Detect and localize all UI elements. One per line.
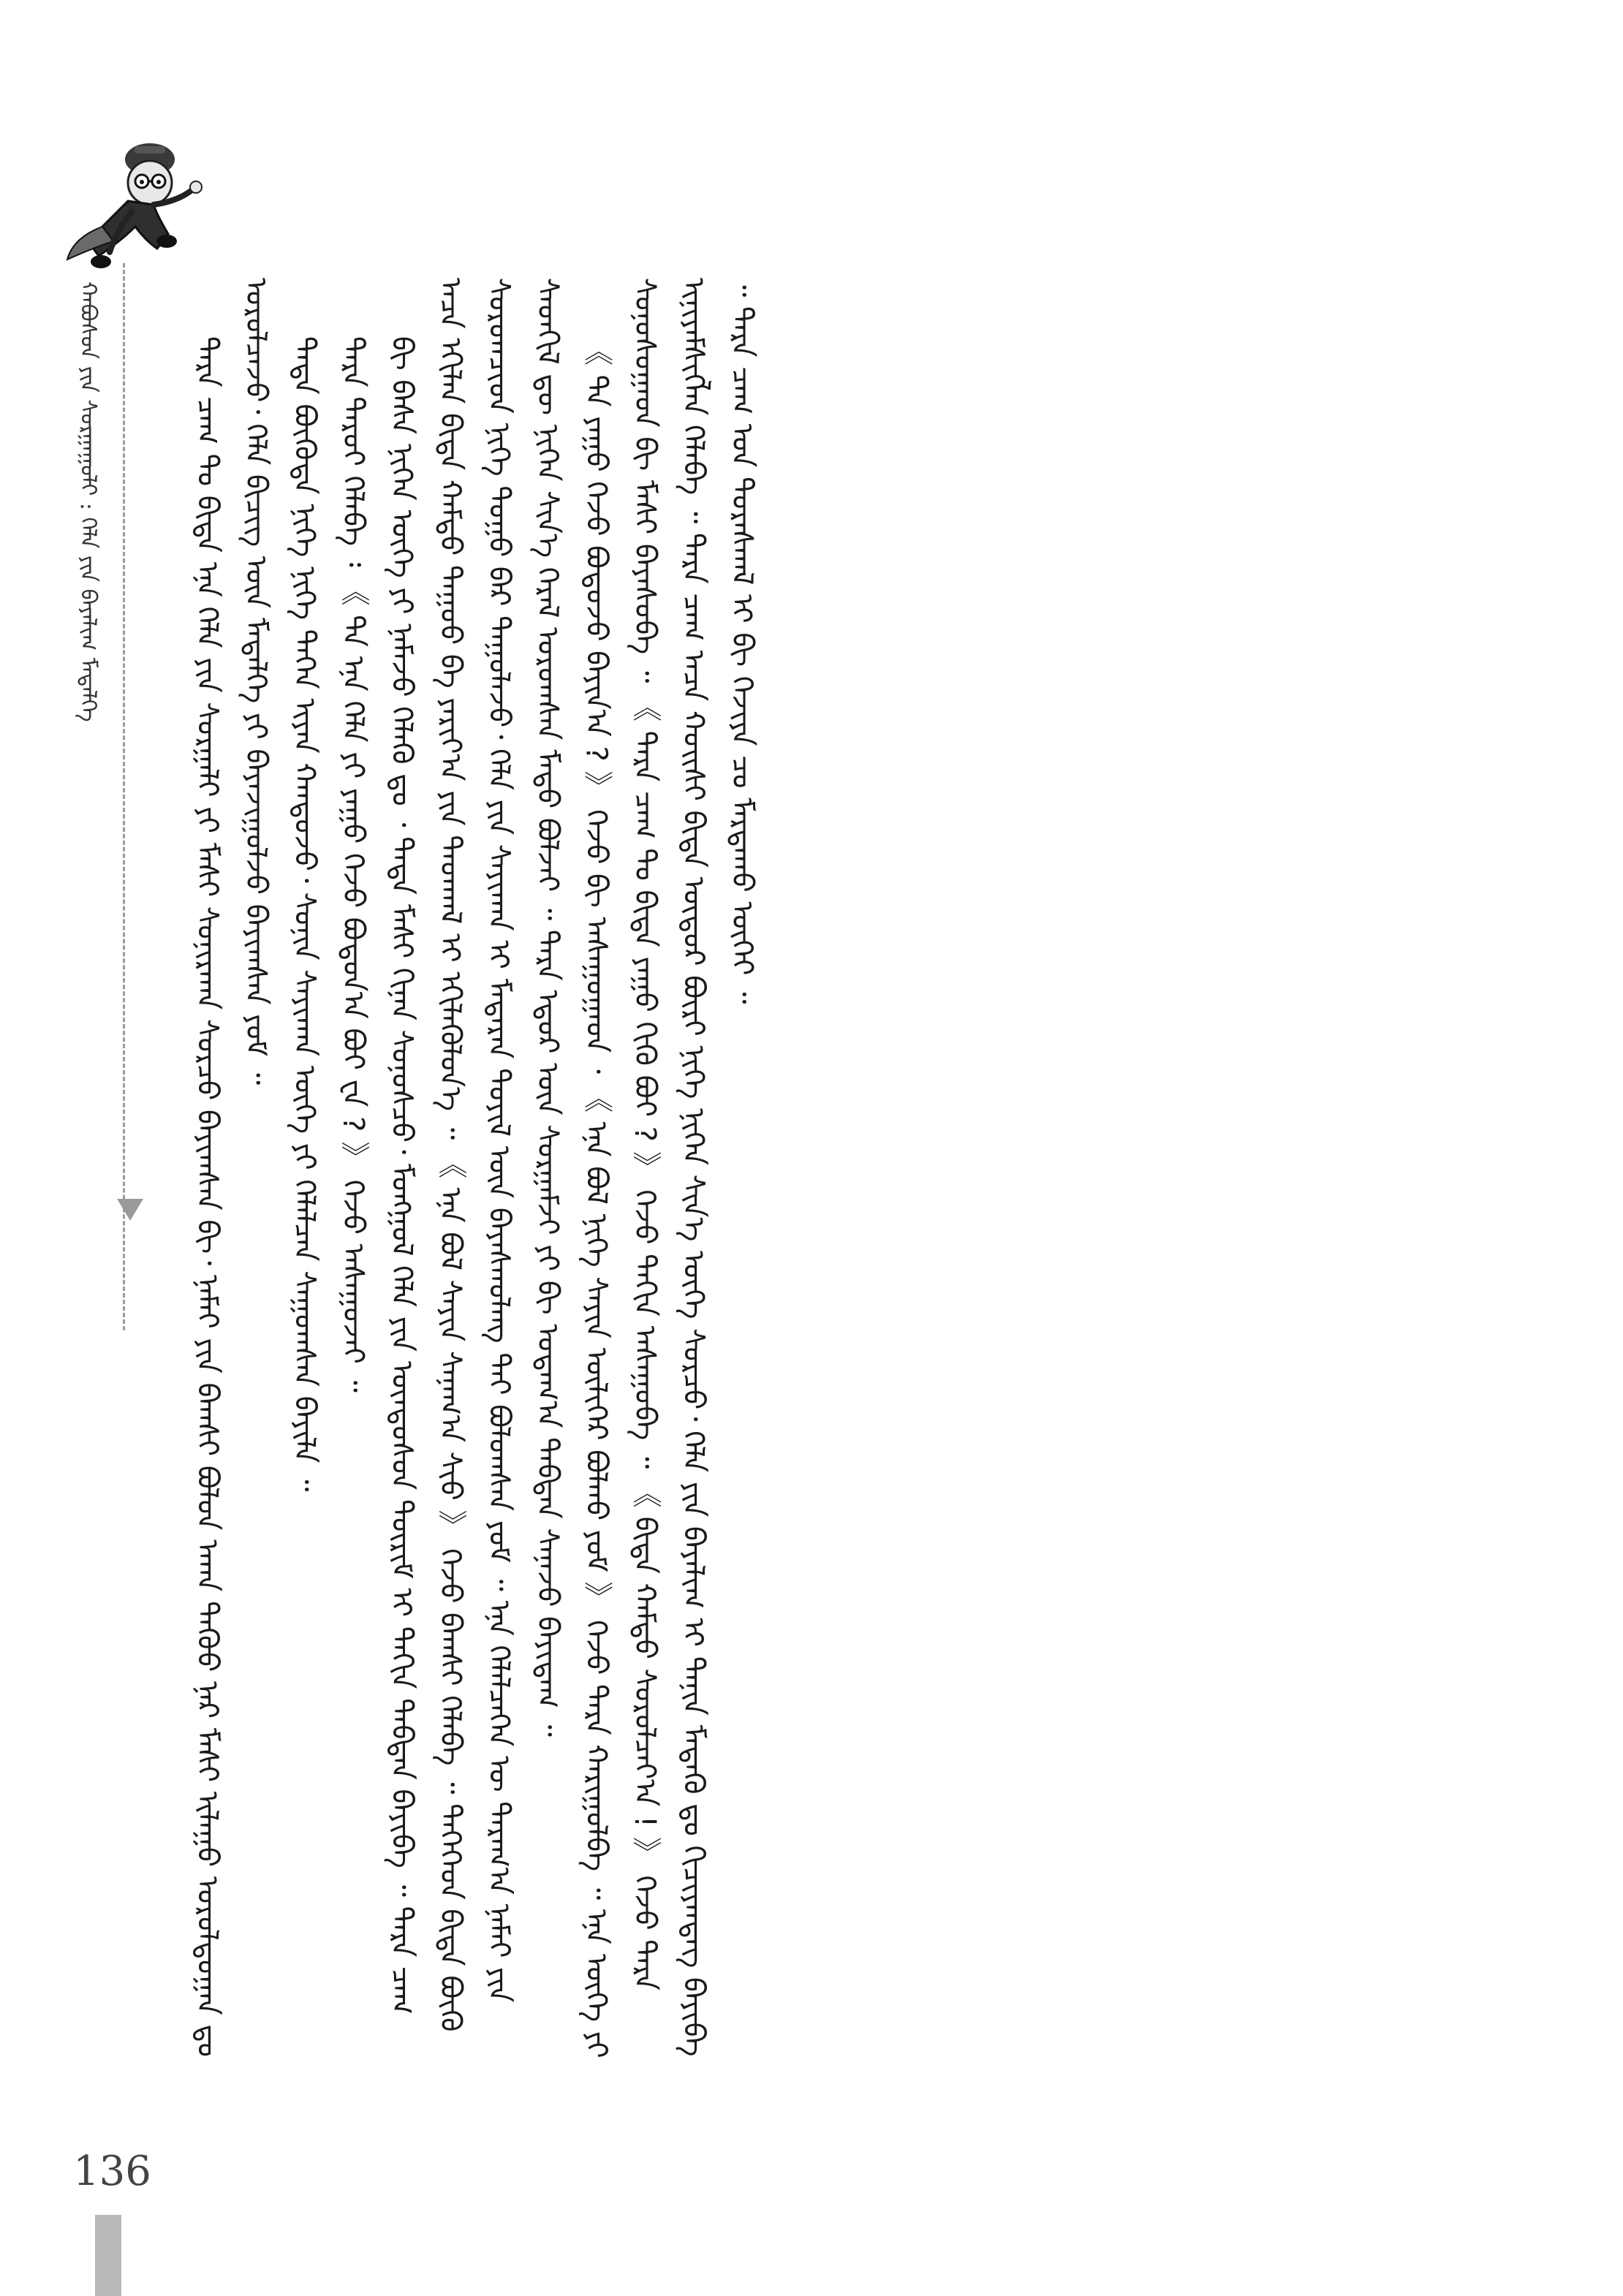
triangle-marker-icon	[117, 1199, 143, 1221]
page-edge-bar	[95, 2215, 121, 2296]
paragraph-3: ᠲᠡᠷᠡ ᠳᠠᠷᠤᠢ ᠬᠡᠯᠡᠪᠡ ᠄ 《 ᠲᠠ ᠡᠨᠡ ᠬᠡᠯᠡ ᠶᠢ ᠶᠠᠭᠤ ᠭᠡᠵᠦ ᠪᠣᠳᠣᠨ᠎ᠠ ᠪᠤᠢ ᠸᠡ ? 》 ᠭᠡᠵᠦ ᠠᠰᠠᠭᠤᠵᠠᠢ ᠃	[336, 336, 370, 1393]
page-number: 136	[73, 2148, 151, 2195]
main-text-body	[183, 278, 1426, 2061]
running-head-title: ᠬᠠᠪᠤᠰᠤᠨ ᠶᠢᠨ ᠰᠤᠷᠭᠠᠭᠤᠯᠢ : ᠬᠡᠯᠡ ᠶᠢᠨ ᠪᠠᠶᠠᠯᠢᠭ ᠮᠡᠳᠡᠯᠭᠡ	[75, 281, 101, 722]
paragraph-1: ᠲᠡᠷᠡ ᠴᠠᠭ ᠲᠤ ᠪᠢᠳᠡ ᠡᠨᠡ ᠬᠡᠯᠡ ᠶᠢᠨ ᠰᠤᠷᠭᠠᠯᠢ ᠶᠢ ᠮᠠᠰᠢ ᠰᠤᠨᠢᠷᠬᠠᠨ ᠰᠤᠷᠴᠤ ᠪᠠᠶᠢᠭᠰᠠᠨ ᠪᠢ᠂ ᠨᠠᠮᠠᠢ ᠶᠢᠨ ᠪᠠᠭᠰᠢ ᠪᠣᠯᠣᠨ ᠠᠬᠠ ᠳᠡᠭᠦᠦ ᠨᠠᠷ ᠮᠠᠰᠢ ᠢᠯᠠᠭᠤ ᠤᠷᠤᠯᠳᠤᠭᠠᠨ ᠳᠤ ᠣᠷᠤᠯᠴᠠᠵᠤ᠂ ᠬᠡᠯᠡ ᠪᠢᠴᠢᠭ ᠦᠨ ᠮᠡᠳᠡᠯᠭᠡ ᠶᠢ ᠪᠠᠶᠠᠵᠢᠭᠤᠯᠵᠤ ᠪᠠᠶᠢᠭᠰᠠᠨ ᠶᠤᠮ ᠃	[190, 278, 273, 2058]
paragraph-2: ᠲᠡᠳᠡ ᠪᠦᠭᠦᠳᠡ ᠨᠢᠭᠡ ᠨᠢᠭᠡ ᠳᠡᠭᠡᠨ ᠢᠶᠡᠨ ᠬᠠᠨᠳᠤᠵᠤ᠂ ᠰᠣᠨᠢᠨ ᠰᠠᠶᠢᠬᠠᠨ ᠦᠭᠡ ᠶᠢ ᠬᠡᠯᠡᠯᠴᠡᠨ ᠰᠠᠭᠤᠭᠰᠠᠨ ᠪᠠᠶᠢᠯᠠ ᠃	[287, 336, 322, 1492]
header-dashed-rule	[123, 263, 125, 1330]
paragraph-5: 《 ᠲᠠ ᠶᠠᠭᠤ ᠭᠡᠵᠦ ᠪᠣᠳᠣᠵᠤ ᠪᠠᠶᠢᠨ᠎ᠠ ? 》 ᠭᠡᠵᠦ ᠪᠢ ᠠᠰᠠᠭᠤᠭᠠᠳ ᠂ 《 ᠡᠨᠡ ᠪᠣᠯ ᠨᠢᠭᠡ ᠰᠠᠶᠢᠨ ᠦᠯᠢᠭᠡᠷ ᠪᠣᠯᠬᠤ ᠶᠤᠮ 》 ᠭᠡᠵᠦ ᠲᠡᠷᠡ ᠬᠠᠷᠢᠭᠤᠯᠪᠠ ᠃ ᠡᠨᠡ ᠦᠭᠡ ᠶᠢ ᠰᠣᠨᠣᠰᠤᠭᠠᠳ ᠪᠢ ᠮᠠᠰᠢ ᠪᠠᠶᠠᠰᠤᠪᠠ ᠃ 《 ᠲᠡᠷᠡ ᠴᠠᠭ ᠲᠤ ᠪᠢᠳᠡ ᠶᠠᠭᠤ ᠬᠢᠬᠦ ᠪᠤᠢ ? 》 ᠭᠡᠵᠦ ᠳᠠᠬᠢᠨ ᠠᠰᠠᠭᠤᠪᠠ ᠃ 《 ᠪᠢᠳᠡ ᠬᠠᠮᠲᠤ ᠰᠤᠷᠤᠯᠴᠠᠶ᠎ᠠ ! 》 ᠭᠡᠵᠦ ᠲᠡᠷᠡ ᠢᠨᠢᠶᠡᠮᠰᠢᠭᠯᠡᠨ ᠬᠡᠯᠡᠪᠡ ᠃ ᠲᠡᠷᠡ ᠴᠠᠭ ᠠᠴᠠ ᠬᠣᠢᠰᠢ ᠪᠢᠳᠡ ᠦᠳᠦᠷ ᠪᠦᠷᠢ ᠨᠢᠭᠡ ᠨᠢᠭᠡᠨ ᠰᠢᠨ᠎ᠡ ᠦᠭᠡ ᠰᠤᠷᠴᠤ᠂ ᠬᠡᠯᠡ ᠶᠢᠨ ᠪᠠᠶᠠᠯᠢᠭ ᠢ ᠲᠠᠨᠢᠨ ᠮᠡᠳᠡᠬᠦ ᠳᠤ ᠬᠢᠴᠢᠶᠡᠨᠳᠡᠭ ᠪᠠᠶᠢᠪᠠ ᠃ ᠲᠡᠷᠡ ᠴᠠᠭ ᠤᠨ ᠳᠤᠷᠠᠰᠬᠠᠯ ᠢ ᠪᠢ ᠬᠡᠵᠢᠶᠡ ᠴᠤ ᠮᠠᠷᠳᠠᠬᠤ ᠦᠭᠡᠢ ᠃	[579, 278, 759, 2058]
paragraph-4: ᠪᠢ ᠪᠠᠰᠠ ᠨᠢᠭᠡᠨ ᠦᠭᠡ ᠶᠢ ᠨᠡᠮᠡᠵᠦ ᠬᠡᠯᠡᠬᠦ ᠳᠤ ᠂ ᠲᠡᠳᠡ ᠮᠠᠰᠢ ᠬᠢᠨᠠᠨ ᠰᠣᠨᠣᠰᠴᠤ᠂ ᠮᠣᠩᠭᠣᠯ ᠬᠡᠯᠡ ᠶᠢᠨ ᠦᠨᠳᠦᠰᠦᠨ ᠳᠦᠷᠢᠮ ᠢ ᠳᠠᠬᠢᠨ ᠳᠠᠪᠲᠠᠨ ᠪᠠᠶᠢᠪᠠ ᠃ ᠲᠡᠷᠡ ᠴᠠᠭ ᠠᠴᠠ ᠡᠬᠢᠯᠡᠨ ᠪᠢᠳᠡ ᠬᠠᠮᠲᠤ ᠳᠠᠭᠤᠤ ᠪᠠ ᠶᠠᠷᠢᠶ᠎ᠠ ᠶᠢᠨ ᠳᠠᠳᠬᠠᠯ ᠢ ᠡᠬᠢᠯᠡᠭᠦᠯᠦᠨ᠎ᠡ ᠃ 《 ᠡᠨᠡ ᠪᠣᠯ ᠰᠠᠶᠢᠨ ᠰᠠᠨᠠᠭ᠎ᠠ ᠰᠢᠤ 》 ᠭᠡᠵᠦ ᠪᠠᠭᠰᠢ ᠬᠡᠯᠡᠪᠡ ᠃ ᠲᠡᠭᠡᠭᠡᠳ ᠪᠢᠳᠡ ᠪᠦᠬᠦ ᠰᠤᠷᠤᠭᠴᠢᠳ ᠨᠢᠭᠡ ᠳᠤᠭᠤ ᠪᠡᠷ ᠳᠠᠭᠤᠯᠠᠵᠤ᠂ ᠬᠡᠯᠡ ᠶᠢᠨ ᠰᠠᠶᠢᠬᠠᠨ ᠢ ᠮᠡᠳᠡᠷᠡᠨ ᠲᠤᠶᠢᠯ ᠦᠨ ᠪᠠᠶᠠᠰᠬᠤᠯᠠᠩ ᠲᠠᠢ ᠪᠣᠯᠤᠭᠰᠠᠨ ᠶᠤᠮ ᠃ ᠡᠨᠡ ᠬᠡᠯᠡᠯᠴᠡᠭᠡᠨ ᠦ ᠳᠠᠷᠠᠭ᠎ᠠ ᠨᠠᠮᠠᠢ ᠶᠢᠨ ᠰᠡᠳᠬᠢᠯ ᠳᠦ ᠨᠢᠭᠡᠨ ᠰᠢᠨ᠎ᠡ ᠭᠡᠷᠡᠯ ᠣᠷᠣᠭᠰᠠᠨ ᠮᠡᠲᠦ ᠪᠣᠯᠵᠠᠢ ᠃ ᠲᠡᠷᠡ ᠡᠳᠦᠷ ᠦᠨ ᠰᠤᠷᠭᠠᠮᠵᠢ ᠶᠢ ᠪᠢ ᠤᠳᠠᠭ᠎ᠠ ᠳᠠᠪᠲᠠᠨ ᠰᠠᠨᠠᠵᠤ ᠪᠠᠶᠢᠳᠠᠭ ᠃	[385, 278, 564, 2032]
cartoon-reader-mascot-icon	[58, 132, 205, 285]
